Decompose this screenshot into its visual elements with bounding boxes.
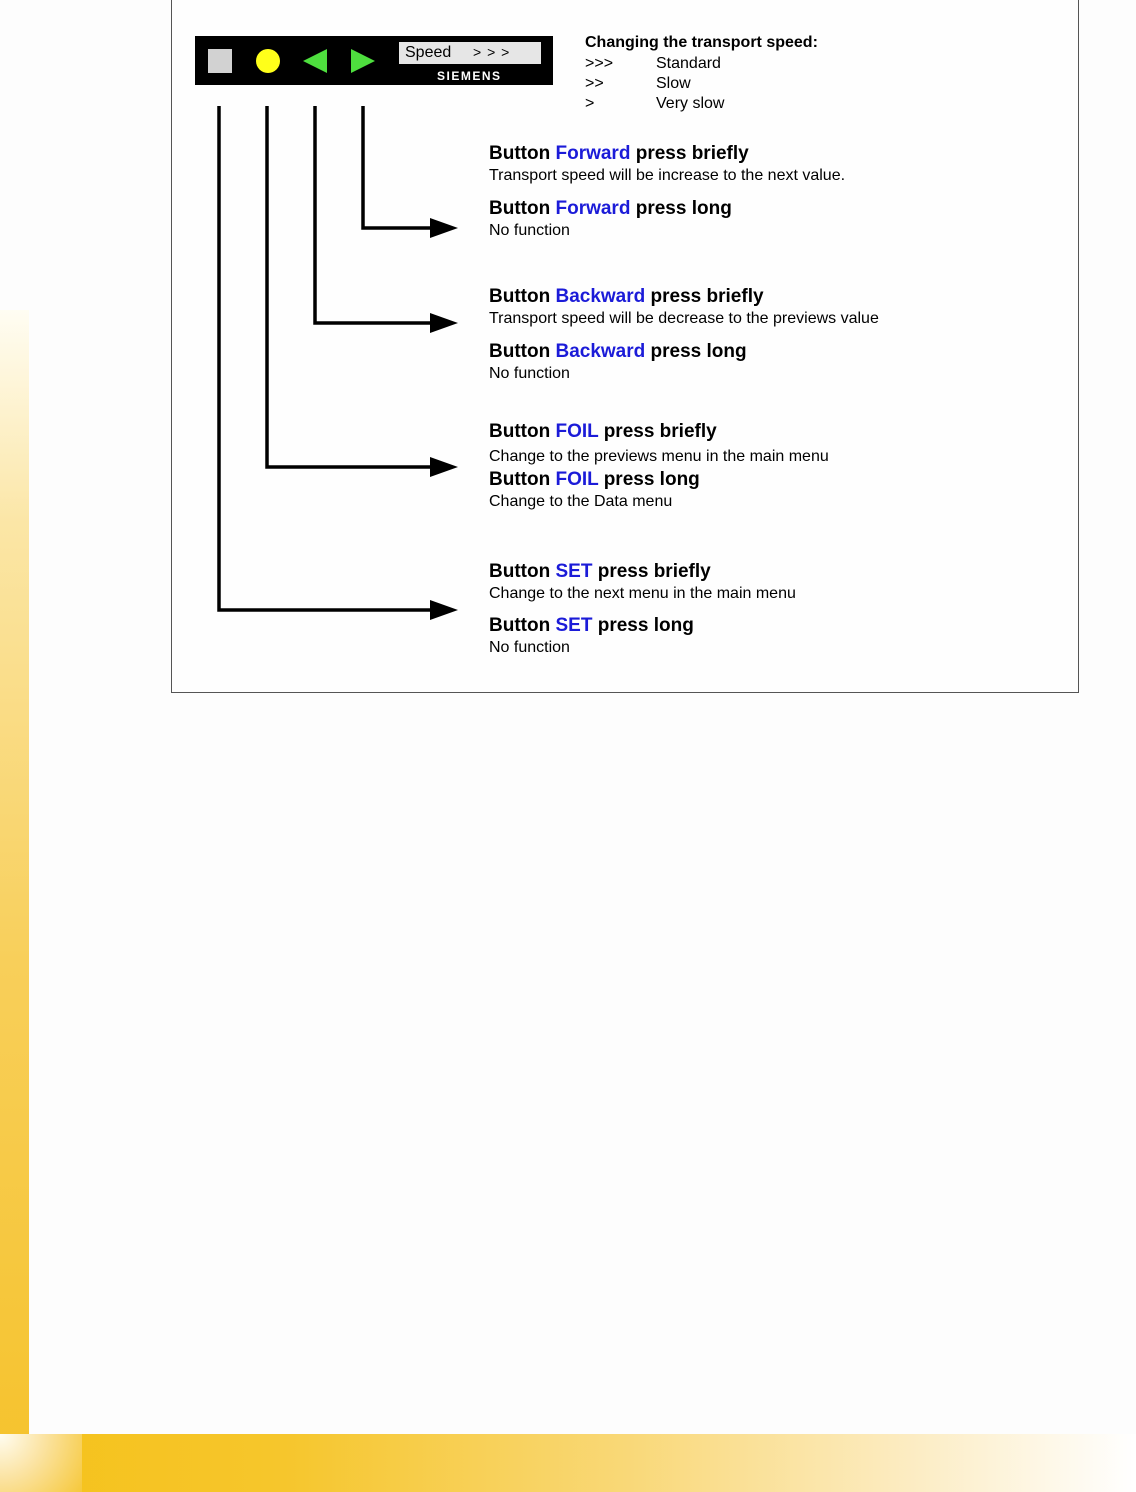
- arrowhead-backward: [430, 313, 458, 333]
- legend-title: Changing the transport speed:: [585, 34, 818, 51]
- entry-heading: Button Forward press long: [489, 198, 732, 219]
- legend-symbol: >>>: [585, 55, 614, 72]
- entry-heading: Button SET press long: [489, 615, 694, 636]
- arrow-backward: [315, 106, 440, 323]
- entry-heading: Button FOIL press long: [489, 469, 700, 490]
- legend-label: Very slow: [656, 95, 725, 112]
- bottom-decor-bar: [0, 1434, 1136, 1492]
- entry-heading: Button Backward press briefly: [489, 286, 764, 307]
- entry-description: No function: [489, 365, 570, 382]
- arrowhead-set: [430, 600, 458, 620]
- brand-logo: SIEMENS: [437, 69, 502, 83]
- entry-heading: Button Backward press long: [489, 341, 747, 362]
- arrowhead-forward: [430, 218, 458, 238]
- arrow-set: [219, 106, 440, 610]
- entry-heading: Button Forward press briefly: [489, 143, 749, 164]
- entry-description: Transport speed will be decrease to the previews value: [489, 310, 879, 327]
- display-value: > > >: [473, 44, 511, 60]
- entry-description: Change to the Data menu: [489, 493, 673, 510]
- arrow-forward: [363, 106, 440, 228]
- legend-symbol: >>: [585, 75, 604, 92]
- entry-description: Change to the next menu in the main menu: [489, 585, 796, 602]
- legend-label: Standard: [656, 55, 721, 72]
- entry-heading: Button SET press briefly: [489, 561, 711, 582]
- entry-description: Transport speed will be increase to the next value.: [489, 167, 846, 184]
- arrowhead-foil: [430, 457, 458, 477]
- arrow-foil: [267, 106, 440, 467]
- legend-symbol: >: [585, 95, 595, 112]
- entry-description: No function: [489, 222, 570, 239]
- bottom-corner-decor: [0, 1434, 82, 1492]
- legend-label: Slow: [656, 75, 691, 92]
- entry-description: Change to the previews menu in the main menu: [489, 448, 829, 465]
- display-label: Speed: [405, 44, 452, 61]
- entry-heading: Button FOIL press briefly: [489, 421, 717, 442]
- entry-description: No function: [489, 639, 570, 656]
